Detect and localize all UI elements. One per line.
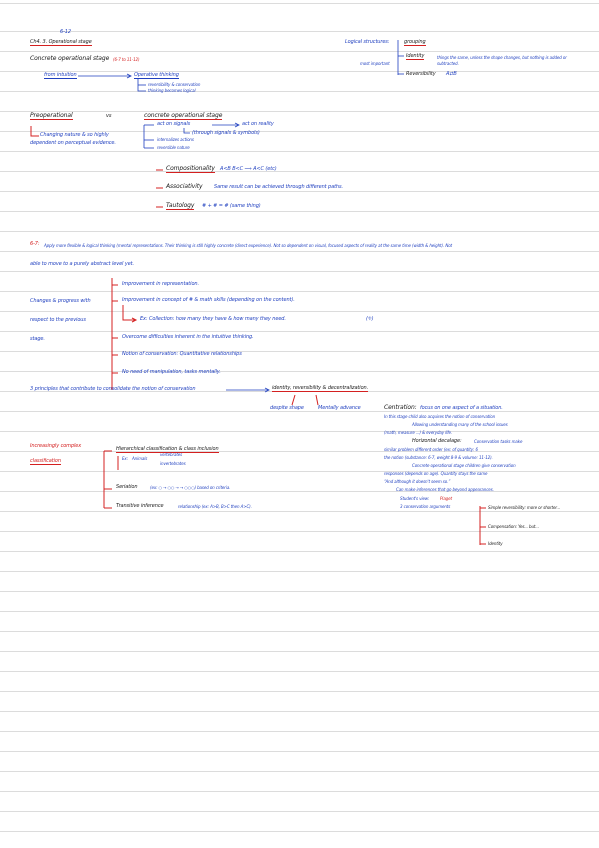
change-item-4: Overcome difficulties inherent in the intuitive thinking. (122, 334, 254, 340)
argument-1: Simple reversibility: more or shorter... (488, 505, 561, 510)
through-signals: (through signals & symbols) (192, 130, 260, 136)
piaget-label: Piaget (440, 496, 452, 501)
vs-label: vs (106, 113, 112, 119)
internalizes-actions: internalizes actions (157, 137, 194, 142)
argument-2: Compensation: Yes... but... (488, 524, 539, 529)
changes-label-3: stage. (30, 336, 45, 342)
change-item-2: Improvement in concept of # & math skills (depending on the content). (122, 297, 295, 303)
conservation-arguments: 3 conservation arguments (400, 504, 451, 509)
reversible-nature: reversible nature (157, 145, 190, 150)
paragraph-line-2: able to move to a purely abstract level yet. (30, 261, 135, 267)
concrete-op-title: concrete operational stage (144, 112, 223, 119)
decalage-line-7: Can make inferences that go beyond appearances. (396, 487, 494, 492)
mentally-advance: Mentally advance (318, 405, 361, 411)
from-intuition: from intuition (44, 72, 77, 78)
transitive-description: relationship (ex: A>B, B>C then A>C). (178, 504, 252, 509)
tautology-formula: # + # = # (same thing) (202, 203, 261, 209)
decalage-line-2: similar problem different order (ex: of quantity: 6 (384, 447, 478, 452)
compositionality-term: Compositionality (166, 165, 215, 172)
associativity-term: Associativity (166, 183, 203, 190)
horizontal-decalage: Horizontal decalage: (412, 438, 462, 444)
centration-title: Centration: (384, 404, 417, 411)
principles-text: 3 principles that contribute to consolidate the notion of conservation (30, 386, 196, 392)
decalage-line-4: Concrete operational stage children give conservation (412, 463, 516, 468)
identity-description: things the same, unless the shape changes, but nothing is added or subtracted. (437, 55, 567, 66)
act-on-signals: act on signals (157, 121, 191, 127)
date-label: 6-12 (60, 29, 71, 35)
identity-term: Identity (406, 53, 425, 59)
decalage-line-6: “And although it doesn't seem so.” (384, 479, 451, 484)
paragraph-line-1: Apply more flexible & logical thinking (mental representations. Their thinking is still highly concrete (direct experience). Not so dependent on visual, focused aspects of reality at the same time (width & height). Not (44, 243, 453, 248)
centration-line-2: In this stage child also acquires the notion of conservation (384, 414, 496, 419)
paragraph-label: 6-7: (30, 241, 40, 247)
reversibility-formula: A⇄B (446, 71, 457, 77)
most-important: most important (360, 61, 390, 66)
logical-structures-label: Logical structures: (345, 39, 390, 45)
thinking-logical: thinking becomes logical (148, 88, 196, 93)
operative-thinking: Operative thinking (134, 72, 179, 78)
section-title: Ch4. 3. Operational stage (30, 39, 92, 45)
centration-line-4: (math, measure ...) & everyday life. (384, 430, 453, 435)
complex-label-1: Increasingly complex (30, 443, 82, 449)
reversibility-conservation: reversibility & conservation (148, 82, 201, 87)
centration-line-3: Allowing understanding many of the school issues (412, 422, 508, 427)
example-label: Ex: (122, 456, 128, 461)
changing-nature: Changing nature & so highly (40, 132, 109, 138)
changes-label-2: respect to the previous (30, 317, 86, 323)
complex-label-2: classification (30, 458, 61, 464)
vertebrates-label: vertebrates (160, 452, 183, 457)
associativity-description: Same result can be achieved through different paths. (214, 184, 343, 190)
changes-label-1: Changes & progress with (30, 298, 91, 304)
principles-terms: identity, reversibility & decentralization. (272, 385, 369, 391)
animals-label: Animals (132, 456, 148, 461)
centration-line-1: focus on one aspect of a situation. (420, 405, 503, 411)
despite-shape: despite shape (270, 405, 304, 411)
reversibility-term: Reversibility (406, 71, 436, 77)
preoperational-title: Preoperational (30, 112, 73, 119)
decalage-line-5: responses (depends on age). Quantity stays the same (384, 471, 488, 476)
grouping-term: grouping (404, 39, 426, 45)
tautology-term: Tautology (166, 202, 195, 209)
age-range: (6-7 to 11-12) (113, 57, 140, 62)
students-view: Student's view: (400, 496, 430, 501)
change-item-5: Notion of conservation: Quantitative relationships (122, 351, 242, 357)
seriation-term: Seriation (116, 484, 138, 490)
collection-icon: (♱) (366, 316, 374, 322)
invertebrates-label: invertebrates (160, 461, 186, 466)
argument-3: Identity (488, 541, 503, 546)
compositionality-formula: A<B B<C ⟹ A<C (etc) (220, 166, 277, 172)
decalage-line-3: the notion (substance: 6-7, weight 8-9 & volume: 11-12). (384, 455, 493, 460)
transitive-term: Transitive inference (116, 503, 164, 509)
change-item-1: Improvement in representation. (122, 281, 199, 287)
act-on-reality: act on reality (242, 121, 274, 127)
hierarchical-classification: Hierarchical classification & class inclusion (116, 446, 219, 452)
seriation-description: (ex: ○ → ○○ → → ○○○) based on criteria. (150, 485, 231, 490)
change-item-6: No need of manipulation, tasks mentally. (122, 369, 221, 375)
decalage-line-1: Conservation tasks make (474, 439, 523, 444)
change-item-3: Ex: Collection: how many they have & how many they need. (140, 316, 286, 322)
perceptual-evidence: dependent on perceptual evidence. (30, 140, 116, 146)
concrete-title: Concrete operational stage (30, 55, 110, 62)
